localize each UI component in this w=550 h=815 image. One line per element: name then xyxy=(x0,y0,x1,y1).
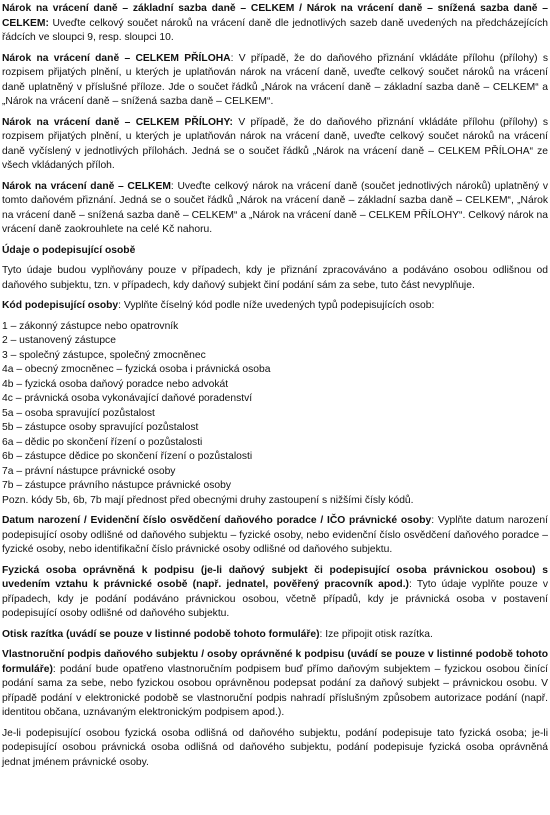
term-birthdate-id: Datum narození / Evidenční číslo osvědčení daňového poradce / IČO právnické osoby xyxy=(2,515,432,526)
term-total-attachments: Nárok na vrácení daně – CELKEM PŘÍLOHY: xyxy=(2,116,233,128)
desc-stamp: : Ize připojit otisk razítka. xyxy=(319,628,433,640)
term-total: Nárok na vrácení daně – CELKEM xyxy=(2,180,171,192)
list-note: Pozn. kódy 5b, 6b, 7b mají přednost před obecnými druhy zastoupení s nižšími čísly kódů. xyxy=(2,494,414,506)
desc-total-attachments: V případě, že do daňového přiznání vkládáte přílohu (přílohy) s rozpisem přijatých plnění, u kterých je uplatňován nárok na vrácení daně, uveďte celkový součet nároků na vrácení daně vyčíslený v jednotlivých přílohách. Jedná se o součet řádků „Nárok na vrácení daně – CELKEM PŘÍLOHA“ ze všech vkládaných příloh. xyxy=(2,116,548,171)
desc-authorized-person: : Tyto údaje vyplňte pouze v případech, kdy je podání podáváno právnickou osobou, včetně případů, kdy je právnická osoba v postavení podepisující osoby odlišné od daňového subjektu. xyxy=(2,579,548,619)
term-total-by-rate: Nárok na vrácení daně – základní sazba daně – CELKEM / Nárok na vrácení daně – snížená sazba daně – CELKEM: xyxy=(2,3,548,29)
paragraph-total-attachment xyxy=(2,52,548,110)
paragraph-signatory-code xyxy=(2,299,548,314)
list-item: 4a – obecný zmocněnec – fyzická osoba i právnická osoba xyxy=(2,364,271,375)
desc-total-attachment: : V případě, že do daňového přiznání vkládáte přílohu (přílohy) s rozpisem přijatých plnění, u kterých je uplatňován nárok na vrácení daně, uveďte celkový součet nároků na vrácení daně uplatněný v příslušné příloze. Jde o součet řádků „Nárok na vrácení daně – základní sazba daně – CELKEM“ a „Nárok na vrácení daně – snížená sazba daně – CELKEM“. xyxy=(2,52,548,107)
desc-total: : Uveďte celkový nárok na vrácení daně (součet jednotlivých nároků) uplatněný v tomto daňovém přiznání. Jedná se o součet řádků „Nárok na vrácení daně – základní sazba daně – CELKEM“, „Nárok na vrácení daně – snížená sazba daně – CELKEM“ a „Nárok na vrácení daně – CELKEM PŘÍLOHY“. Celkový nárok na vrácení daně zaokrouhlete na celé Kč nahoru. xyxy=(2,180,548,235)
term-total-attachment: Nárok na vrácení daně – CELKEM PŘÍLOHA xyxy=(2,52,231,64)
list-item: 3 – společný zástupce, společný zmocněnec xyxy=(2,349,206,361)
desc-birthdate-id: : Vyplňte datum narození podepisující osoby odlišné od daňového subjektu – fyzické osoby, nebo evidenční číslo osvědčení daňového poradce – fyzické osoby, nebo identifikační číslo právnické osoby odlišné od daňového subjektu. xyxy=(2,515,548,555)
list-item: 4c – právnická osoba vykonávající daňové poradenství xyxy=(2,393,253,404)
paragraph-birthdate-id xyxy=(2,514,548,558)
term-stamp: Otisk razítka (uvádí se pouze v listinné podobě tohoto formuláře) xyxy=(2,628,320,640)
signatory-code-list xyxy=(2,320,548,509)
list-item: 4b – fyzická osoba daňový poradce nebo advokát xyxy=(2,378,229,390)
term-signature: Vlastnoruční podpis daňového subjektu / osoby oprávněné k podpisu (uvádí se pouze v listinné podobě tohoto formuláře) xyxy=(2,649,548,675)
paragraph-authorized-person xyxy=(2,564,548,622)
paragraph-signatory-intro: Tyto údaje budou vyplňovány pouze v případech, kdy je přiznání zpracováváno a podáváno osobou odlišnou od daňového subjektu, tzn. v případech, kdy daňový subjekt činí podání sám za sebe, tuto část nevyplňuje. xyxy=(2,265,548,291)
paragraph-total xyxy=(2,180,548,238)
desc-signatory-code: : Vyplňte číselný kód podle níže uvedených typů podepisujících osob: xyxy=(118,300,435,311)
list-item: 7a – právní nástupce právnické osoby xyxy=(2,465,176,477)
paragraph-total-attachments xyxy=(2,116,548,174)
paragraph-stamp xyxy=(2,628,548,643)
section-heading-signatory: Údaje o podepisující osobě xyxy=(2,244,136,256)
paragraph-signatory-rule: Je-li podepisující osobou fyzická osoba odlišná od daňového subjektu, podání podepisuje tato fyzická osoba; je-li podepisující osobou právnická osoba odlišná od daňového subjektu, podání podepisuje fyzická osoba oprávněná jednat jménem právnické osoby. xyxy=(2,727,548,768)
list-item: 1 – zákonný zástupce nebo opatrovník xyxy=(2,320,179,332)
list-item: 7b – zástupce právního nástupce právnické osoby xyxy=(2,480,231,491)
paragraph-total-by-rate xyxy=(2,2,548,46)
list-item: 6a – dědic po skončení řízení o pozůstalosti xyxy=(2,436,203,448)
term-signatory-code: Kód podepisující osoby xyxy=(2,300,119,311)
desc-signature: : podání bude opatřeno vlastnoručním podpisem buď přímo daňovým subjektem – fyzickou osobou činící podání sama za sebe, nebo fyzickou osobou oprávněnou podepsat podání za daňový subjekt – právnickou osobu. V případě podání v elektronické podobě se vlastnoruční podpis nahradí příslušným způsobem autorizace podání (např. identitou občana, uznávaným elektronickým podpisem apod.). xyxy=(2,663,548,718)
list-item: 5b – zástupce osoby spravující pozůstalost xyxy=(2,422,199,433)
list-item: 2 – ustanovený zástupce xyxy=(2,335,116,346)
paragraph-signature xyxy=(2,648,548,721)
list-item: 5a – osoba spravující pozůstalost xyxy=(2,407,155,419)
list-item: 6b – zástupce dědice po skončení řízení o pozůstalosti xyxy=(2,451,253,462)
term-authorized-person: Fyzická osoba oprávněná k podpisu (je-li daňový subjekt či podepisující osoba právnickou osobou) s uvedením vztahu k právnické osobě (např. jednatel, pověřený pracovník apod.) xyxy=(2,564,548,590)
desc-total-by-rate: Uveďte celkový součet nároků na vrácení daně dle jednotlivých sazeb daně uvedených na předcházejících řádcích ve sloupci 9, resp. sloupci 10. xyxy=(2,17,548,43)
